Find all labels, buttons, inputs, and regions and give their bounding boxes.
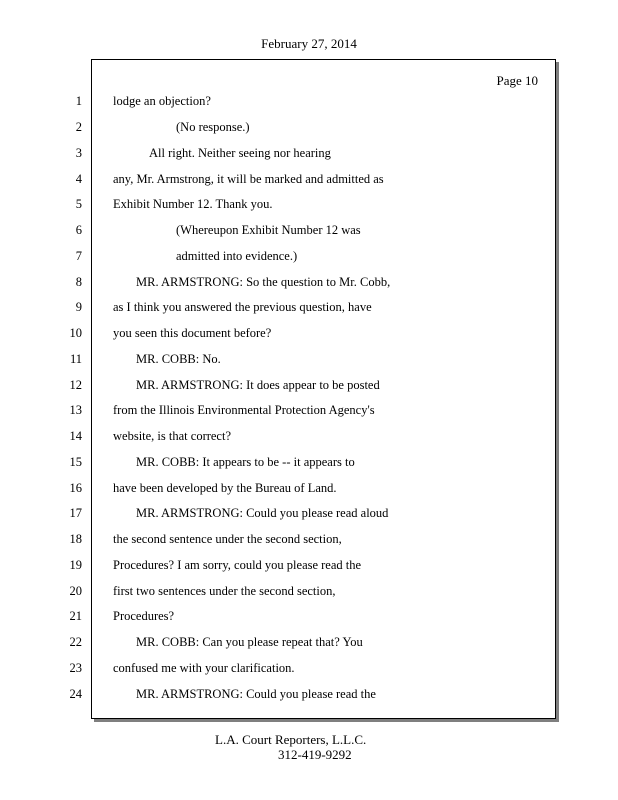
line-number: 24 bbox=[69, 687, 82, 701]
transcript-line: MR. ARMSTRONG: It does appear to be posted bbox=[136, 378, 380, 392]
line-number: 4 bbox=[75, 172, 82, 186]
transcript-line: any, Mr. Armstrong, it will be marked and admitted as bbox=[113, 172, 384, 186]
transcript-line: MR. ARMSTRONG: Could you please read the bbox=[136, 687, 376, 701]
transcript-line: have been developed by the Bureau of Land. bbox=[113, 481, 337, 495]
line-number: 20 bbox=[69, 584, 82, 598]
footer-phone: 312-419-9292 bbox=[278, 747, 352, 762]
page-number: Page 10 bbox=[496, 73, 538, 88]
transcript-line: as I think you answered the previous question, have bbox=[113, 300, 372, 314]
line-number: 21 bbox=[69, 609, 82, 623]
transcript-line: admitted into evidence.) bbox=[176, 249, 298, 263]
line-number: 7 bbox=[75, 249, 82, 263]
line-number: 12 bbox=[69, 378, 82, 392]
transcript-line: confused me with your clarification. bbox=[113, 661, 295, 675]
line-number: 9 bbox=[75, 300, 82, 314]
line-number: 16 bbox=[69, 481, 82, 495]
transcript-line: MR. COBB: It appears to be -- it appears to bbox=[136, 455, 355, 469]
header-date: February 27, 2014 bbox=[261, 36, 357, 51]
line-number: 1 bbox=[75, 94, 82, 108]
transcript-line: from the Illinois Environmental Protection Agency's bbox=[113, 403, 375, 417]
line-number: 17 bbox=[69, 506, 82, 520]
line-number: 8 bbox=[75, 275, 82, 289]
footer-firm-name: L.A. Court Reporters, L.L.C. bbox=[215, 732, 367, 747]
line-number: 22 bbox=[69, 635, 82, 649]
transcript-line: you seen this document before? bbox=[113, 326, 272, 340]
transcript-line: MR. COBB: Can you please repeat that? You bbox=[136, 635, 363, 649]
line-number: 3 bbox=[75, 146, 82, 160]
line-number: 6 bbox=[75, 223, 82, 237]
line-number: 13 bbox=[69, 403, 82, 417]
line-number: 10 bbox=[69, 326, 82, 340]
line-number: 11 bbox=[69, 352, 82, 366]
line-number: 19 bbox=[69, 558, 82, 572]
line-number: 5 bbox=[75, 197, 82, 211]
transcript-line: Procedures? I am sorry, could you please read the bbox=[113, 558, 362, 572]
line-number: 2 bbox=[75, 120, 82, 134]
transcript-line: MR. ARMSTRONG: Could you please read aloud bbox=[136, 506, 389, 520]
line-number: 14 bbox=[69, 429, 82, 443]
transcript-line: (Whereupon Exhibit Number 12 was bbox=[176, 223, 361, 237]
line-number: 15 bbox=[69, 455, 82, 469]
line-number: 23 bbox=[69, 661, 82, 675]
transcript-line: first two sentences under the second section, bbox=[113, 584, 336, 598]
line-number: 18 bbox=[69, 532, 82, 546]
transcript-line: the second sentence under the second section, bbox=[113, 532, 342, 546]
transcript-line: MR. COBB: No. bbox=[136, 352, 221, 366]
transcript-line: website, is that correct? bbox=[113, 429, 232, 443]
transcript-line: (No response.) bbox=[176, 120, 250, 134]
transcript-line: lodge an objection? bbox=[113, 94, 211, 108]
transcript-line: All right. Neither seeing nor hearing bbox=[149, 146, 331, 160]
transcript-line: MR. ARMSTRONG: So the question to Mr. Cobb, bbox=[136, 275, 391, 289]
transcript-line: Exhibit Number 12. Thank you. bbox=[113, 197, 273, 211]
transcript-line: Procedures? bbox=[113, 609, 175, 623]
